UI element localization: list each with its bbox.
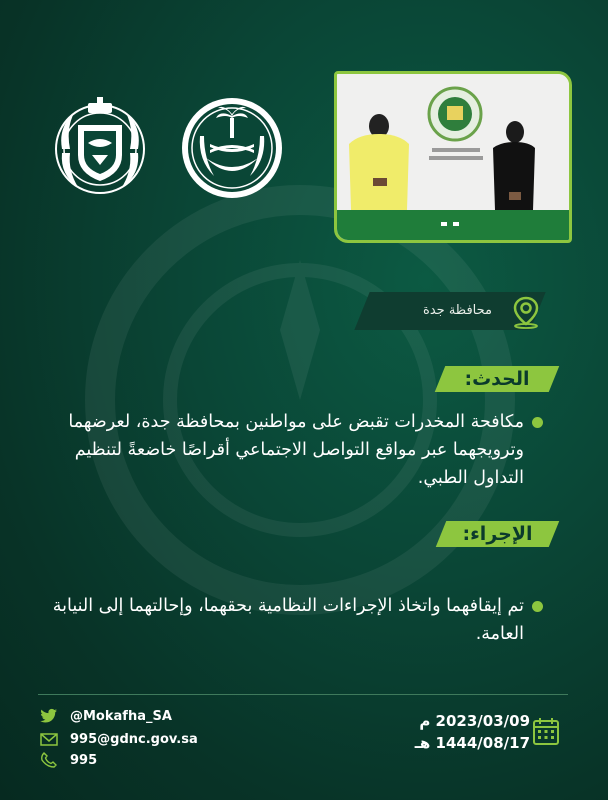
- dates-block: [415, 710, 530, 754]
- moi-logo: [180, 96, 284, 200]
- email-address: 995@gdnc.gov.sa: [70, 732, 198, 747]
- date-hijri: 1444/08/17 هـ: [414, 734, 530, 752]
- email-icon: [40, 731, 58, 747]
- footer-divider: [38, 694, 568, 695]
- calendar-icon: [532, 716, 560, 746]
- action-description: تم إيقافهما واتخاذ الإجراءات النظامية بحقهما، وإحالتهما إلى النيابة العامة.: [52, 596, 524, 644]
- gdnc-logo: [48, 95, 152, 199]
- date-gregorian: 2023/03/09 م: [419, 712, 530, 730]
- bullet-icon: [532, 417, 543, 428]
- location-label: محافظة جدة: [423, 303, 492, 318]
- phone-icon: [40, 752, 58, 768]
- twitter-handle: @Mokafha_SA: [70, 709, 172, 724]
- phone-number: 995: [70, 753, 98, 768]
- bullet-icon: [532, 601, 543, 612]
- event-heading: الحدث:: [464, 368, 530, 390]
- location-pin-icon: [510, 295, 542, 329]
- twitter-icon: [40, 708, 58, 724]
- gdnc-emblem-on-wall: [429, 88, 483, 160]
- arrest-photo: [334, 71, 572, 243]
- event-description: مكافحة المخدرات تقبض على مواطنين بمحافظة جدة، لعرضهما وترويجهما عبر مواقع التواصل الاجتماعي أقراصًا خاضعةً لتنظيم التداول الطبي.: [68, 412, 524, 488]
- action-heading: الإجراء:: [462, 523, 533, 545]
